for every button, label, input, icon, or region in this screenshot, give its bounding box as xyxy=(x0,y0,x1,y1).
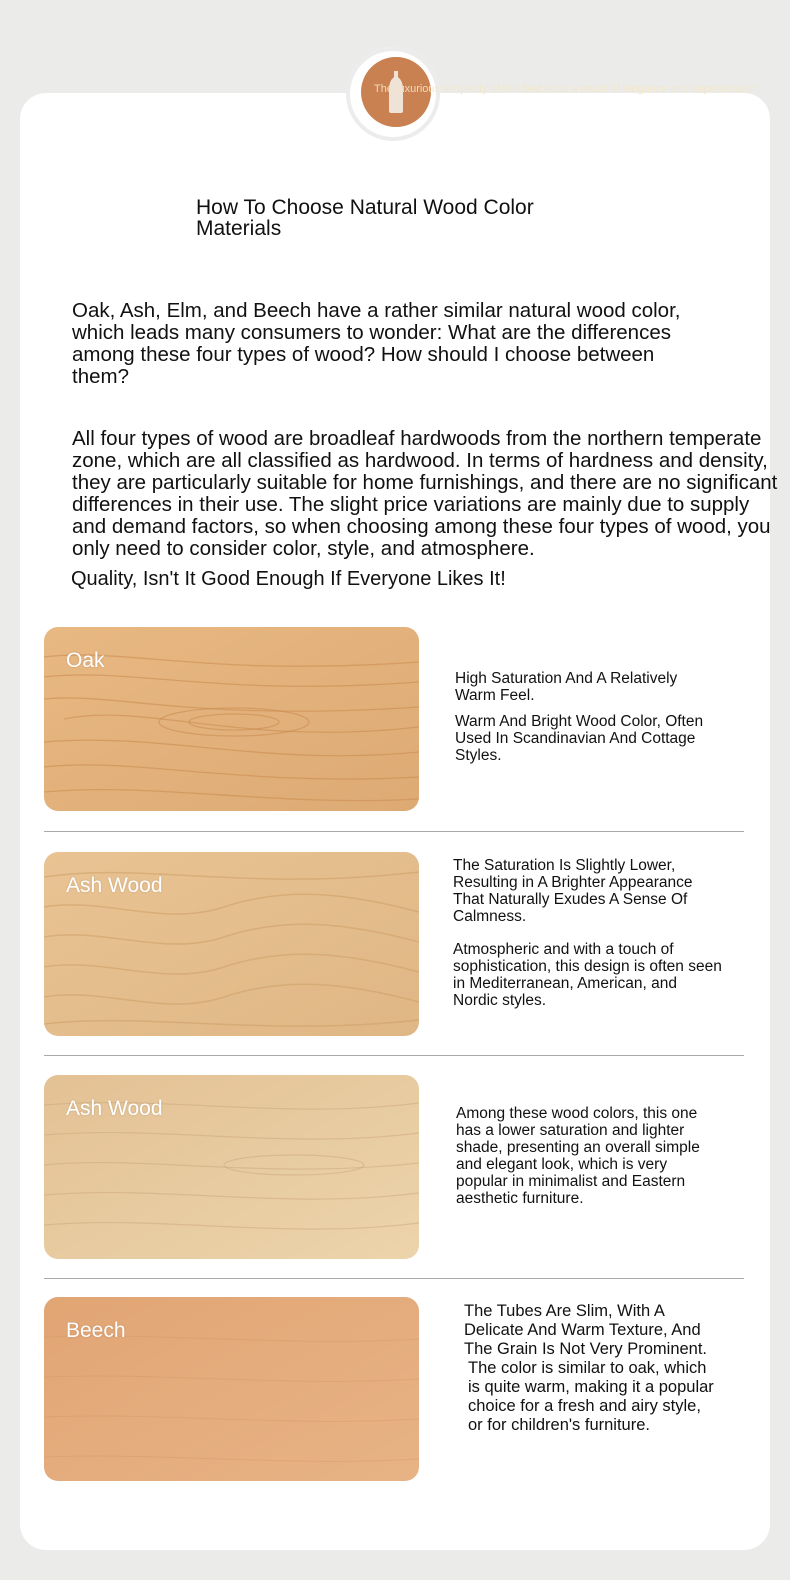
wood-label-ash: Ash Wood xyxy=(66,874,163,897)
oak-desc-1: High Saturation And A Relatively Warm Feel. xyxy=(455,670,678,704)
quality-slogan: Quality, Isn't It Good Enough If Everyone Likes It! xyxy=(71,568,506,590)
oak-desc-2: Warm And Bright Wood Color, Often Used In Scandinavian And Cottage Styles. xyxy=(455,713,704,764)
divider xyxy=(44,831,744,832)
beech-desc-1: The Tubes Are Slim, With A Delicate And Warm Texture, And The Grain Is Not Very Prominent. xyxy=(464,1302,708,1358)
divider xyxy=(44,1055,744,1056)
wood-label-beech: Beech xyxy=(66,1319,126,1342)
ash-desc-2: Atmospheric and with a touch of sophistication, this design is often seen in Mediterranean, American, and Nordic styles. xyxy=(453,941,722,1009)
intro-paragraph: All four types of wood are broadleaf hardwoods from the northern temperate zone, which are all classified as hardwood. In terms of hardness and density, they are particularly suitable for home furnishings, and there are no significant differences in their use. The slight price variations are mainly due to supply and demand factors, so when choosing among these four types of wood, you only need to consider color, style, and atmosphere. xyxy=(72,427,778,560)
wood-sample-oak xyxy=(44,627,419,811)
ash-description xyxy=(453,857,723,1009)
oak-description xyxy=(455,670,710,764)
intro-question: Oak, Ash, Elm, and Beech have a rather similar natural wood color, which leads many consumers to wonder: What are the differences among these four types of wood? How should I choose between them? xyxy=(72,299,681,388)
ash-desc-1: The Saturation Is Slightly Lower, Resulting in A Brighter Appearance That Naturally Exudes A Sense Of Calmness. xyxy=(453,857,693,925)
badge-caption: The luxurious simplicity of this bed adds a touch of elegance and sophistication xyxy=(374,83,759,95)
wood-label-ash-2: Ash Wood xyxy=(66,1097,163,1120)
wood-sample-ash-light xyxy=(44,1075,419,1259)
beech-description xyxy=(464,1302,714,1435)
divider xyxy=(44,1278,744,1279)
ash-light-description xyxy=(456,1105,701,1207)
page-title: How To Choose Natural Wood Color Materials xyxy=(196,196,534,240)
ash-light-desc-1: Among these wood colors, this one has a lower saturation and lighter shade, presenting an overall simple and elegant look, which is very popular in minimalist and Eastern aesthetic furniture. xyxy=(456,1105,700,1207)
wood-sample-beech xyxy=(44,1297,419,1481)
wood-label-oak: Oak xyxy=(66,649,105,672)
wood-sample-ash xyxy=(44,852,419,1036)
beech-desc-2: The color is similar to oak, which is quite warm, making it a popular choice for a fresh and airy style, or for children's furniture. xyxy=(468,1359,714,1434)
